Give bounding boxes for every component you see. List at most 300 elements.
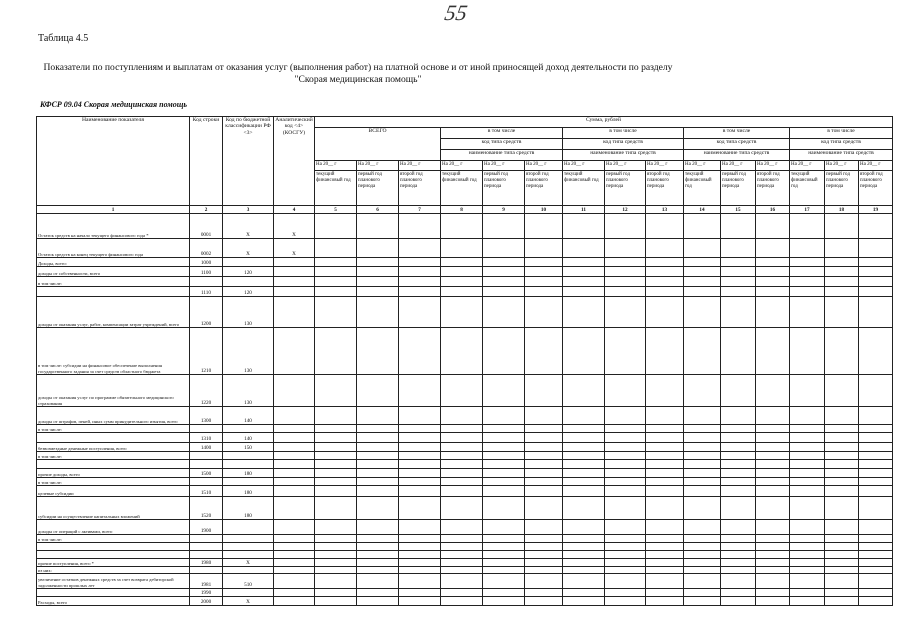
value-cell xyxy=(859,277,893,287)
row-budget-code: 130 xyxy=(223,375,274,407)
value-cell xyxy=(825,486,859,497)
period-label: второй год планового периода xyxy=(860,172,883,189)
table-row xyxy=(37,258,893,267)
row-analytic-code xyxy=(274,597,315,606)
row-name: в том числе: xyxy=(37,425,190,433)
value-cell xyxy=(441,478,483,486)
header-period xyxy=(399,161,441,206)
value-cell xyxy=(825,425,859,433)
value-cell xyxy=(721,452,756,460)
value-cell xyxy=(790,574,825,589)
value-cell xyxy=(357,574,399,589)
period-label: текущий финансовый год xyxy=(442,172,477,183)
value-cell xyxy=(825,589,859,597)
row-name xyxy=(37,460,190,469)
value-cell xyxy=(859,433,893,443)
value-cell xyxy=(684,574,721,589)
column-number: 2 xyxy=(190,206,223,214)
row-budget-code: 180 xyxy=(223,497,274,520)
value-cell xyxy=(483,277,525,287)
value-cell xyxy=(563,443,605,452)
value-cell xyxy=(441,497,483,520)
value-cell xyxy=(525,567,563,574)
table-row xyxy=(37,567,893,574)
value-cell xyxy=(756,486,790,497)
value-cell xyxy=(399,287,441,297)
header-period xyxy=(721,161,756,206)
table-number: Таблица 4.5 xyxy=(38,33,89,44)
value-cell xyxy=(859,452,893,460)
table-row xyxy=(37,375,893,407)
period-year: На 20__ г xyxy=(859,161,892,171)
column-number: 3 xyxy=(223,206,274,214)
value-cell xyxy=(646,589,684,597)
row-code: 1300 xyxy=(190,407,223,425)
value-cell xyxy=(441,258,483,267)
value-cell xyxy=(357,425,399,433)
header-period xyxy=(483,161,525,206)
value-cell xyxy=(563,535,605,543)
period-year: На 20__ г xyxy=(756,161,789,171)
row-name: субсидии на осуществление капитальных вложений xyxy=(37,497,190,520)
value-cell xyxy=(315,469,357,478)
value-cell xyxy=(721,486,756,497)
value-cell xyxy=(684,567,721,574)
value-cell xyxy=(721,559,756,567)
value-cell xyxy=(605,425,646,433)
header-fund-code: код типа средств xyxy=(684,139,790,150)
column-number: 19 xyxy=(859,206,893,214)
value-cell xyxy=(859,535,893,543)
column-number: 9 xyxy=(483,206,525,214)
value-cell xyxy=(646,551,684,559)
value-cell xyxy=(605,559,646,567)
row-code xyxy=(190,452,223,460)
value-cell xyxy=(525,535,563,543)
header-period xyxy=(357,161,399,206)
value-cell xyxy=(399,258,441,267)
value-cell xyxy=(825,559,859,567)
value-cell xyxy=(399,486,441,497)
header-fund-name: наименование типа средств xyxy=(441,150,563,161)
value-cell xyxy=(525,287,563,297)
value-cell xyxy=(563,497,605,520)
row-budget-code: 140 xyxy=(223,433,274,443)
value-cell xyxy=(441,543,483,551)
value-cell xyxy=(525,574,563,589)
row-analytic-code xyxy=(274,589,315,597)
value-cell xyxy=(790,277,825,287)
value-cell xyxy=(721,460,756,469)
header-fund-name: наименование типа средств xyxy=(790,150,893,161)
value-cell xyxy=(721,297,756,328)
row-analytic-code xyxy=(274,567,315,574)
value-cell xyxy=(756,214,790,239)
value-cell xyxy=(756,543,790,551)
value-cell xyxy=(605,543,646,551)
row-analytic-code xyxy=(274,520,315,535)
value-cell xyxy=(315,239,357,258)
value-cell xyxy=(825,287,859,297)
row-name: Доходы, всего: xyxy=(37,258,190,267)
table-row xyxy=(37,214,893,239)
value-cell xyxy=(399,407,441,425)
value-cell xyxy=(859,469,893,478)
value-cell xyxy=(525,551,563,559)
value-cell xyxy=(605,287,646,297)
value-cell xyxy=(483,433,525,443)
value-cell xyxy=(357,214,399,239)
row-analytic-code xyxy=(274,469,315,478)
table-row xyxy=(37,267,893,277)
value-cell xyxy=(825,433,859,443)
row-budget-code xyxy=(223,543,274,551)
header-analytic: Аналитический код <4> (КОСГУ) xyxy=(274,117,315,206)
value-cell xyxy=(483,452,525,460)
period-year: На 20__ г xyxy=(790,161,824,171)
value-cell xyxy=(441,469,483,478)
value-cell xyxy=(646,478,684,486)
value-cell xyxy=(563,559,605,567)
value-cell xyxy=(825,258,859,267)
value-cell xyxy=(790,287,825,297)
value-cell xyxy=(525,543,563,551)
row-budget-code: X xyxy=(223,597,274,606)
value-cell xyxy=(357,443,399,452)
value-cell xyxy=(859,425,893,433)
value-cell xyxy=(646,375,684,407)
value-cell xyxy=(721,214,756,239)
value-cell xyxy=(605,597,646,606)
value-cell xyxy=(357,589,399,597)
column-number: 15 xyxy=(721,206,756,214)
row-budget-code xyxy=(223,452,274,460)
value-cell xyxy=(684,486,721,497)
row-analytic-code xyxy=(274,452,315,460)
value-cell xyxy=(605,258,646,267)
value-cell xyxy=(684,407,721,425)
value-cell xyxy=(315,478,357,486)
period-year: На 20__ г xyxy=(605,161,645,171)
row-analytic-code xyxy=(274,460,315,469)
row-code: 0002 xyxy=(190,239,223,258)
value-cell xyxy=(441,433,483,443)
value-cell xyxy=(756,277,790,287)
value-cell xyxy=(684,328,721,375)
value-cell xyxy=(357,258,399,267)
row-name: доходы от оказания услуг, работ, компенсации затрат учреждений, всего xyxy=(37,297,190,328)
value-cell xyxy=(756,287,790,297)
value-cell xyxy=(399,375,441,407)
value-cell xyxy=(605,443,646,452)
value-cell xyxy=(525,328,563,375)
row-name: Остаток средств на конец текущего финансового года xyxy=(37,239,190,258)
value-cell xyxy=(315,567,357,574)
value-cell xyxy=(399,452,441,460)
value-cell xyxy=(721,239,756,258)
value-cell xyxy=(357,567,399,574)
value-cell xyxy=(684,497,721,520)
value-cell xyxy=(646,267,684,277)
value-cell xyxy=(441,425,483,433)
value-cell xyxy=(859,551,893,559)
value-cell xyxy=(483,486,525,497)
value-cell xyxy=(859,287,893,297)
period-label: первый год планового периода xyxy=(826,172,850,189)
value-cell xyxy=(684,478,721,486)
row-code: 1100 xyxy=(190,267,223,277)
value-cell xyxy=(721,520,756,535)
row-name: в том числе: xyxy=(37,478,190,486)
value-cell xyxy=(315,535,357,543)
value-cell xyxy=(483,469,525,478)
value-cell xyxy=(684,239,721,258)
value-cell xyxy=(357,486,399,497)
row-budget-code: X xyxy=(223,214,274,239)
period-year: На 20__ г xyxy=(563,161,604,171)
row-name: прочие доходы, всего xyxy=(37,469,190,478)
row-name: в том числе: xyxy=(37,535,190,543)
value-cell xyxy=(525,443,563,452)
row-budget-code: 120 xyxy=(223,267,274,277)
value-cell xyxy=(357,551,399,559)
value-cell xyxy=(563,239,605,258)
value-cell xyxy=(605,520,646,535)
header-period xyxy=(605,161,646,206)
value-cell xyxy=(646,486,684,497)
value-cell xyxy=(756,535,790,543)
value-cell xyxy=(859,267,893,277)
value-cell xyxy=(399,567,441,574)
row-name: в том числе: xyxy=(37,277,190,287)
period-label: текущий финансовый год xyxy=(316,172,351,183)
row-name: целевые субсидии xyxy=(37,486,190,497)
value-cell xyxy=(790,551,825,559)
value-cell xyxy=(605,375,646,407)
value-cell xyxy=(684,543,721,551)
column-number: 7 xyxy=(399,206,441,214)
value-cell xyxy=(859,589,893,597)
value-cell xyxy=(483,214,525,239)
row-analytic-code xyxy=(274,433,315,443)
value-cell xyxy=(563,267,605,277)
value-cell xyxy=(399,267,441,277)
table-row xyxy=(37,443,893,452)
table-row xyxy=(37,239,893,258)
value-cell xyxy=(483,589,525,597)
row-budget-code xyxy=(223,589,274,597)
value-cell xyxy=(756,567,790,574)
value-cell xyxy=(721,497,756,520)
value-cell xyxy=(756,597,790,606)
value-cell xyxy=(441,297,483,328)
value-cell xyxy=(825,452,859,460)
value-cell xyxy=(563,375,605,407)
value-cell xyxy=(684,267,721,277)
row-analytic-code xyxy=(274,267,315,277)
value-cell xyxy=(441,520,483,535)
row-code xyxy=(190,478,223,486)
value-cell xyxy=(315,497,357,520)
row-analytic-code xyxy=(274,287,315,297)
period-label: второй год планового периода xyxy=(757,172,780,189)
value-cell xyxy=(790,407,825,425)
value-cell xyxy=(721,469,756,478)
row-budget-code: X xyxy=(223,559,274,567)
column-number: 11 xyxy=(563,206,605,214)
value-cell xyxy=(756,258,790,267)
value-cell xyxy=(756,328,790,375)
row-code: 1400 xyxy=(190,443,223,452)
value-cell xyxy=(756,589,790,597)
value-cell xyxy=(399,597,441,606)
row-name: доходы от оказания услуг по программе обязательного медицинского страхования xyxy=(37,375,190,407)
value-cell xyxy=(684,469,721,478)
value-cell xyxy=(563,328,605,375)
value-cell xyxy=(684,452,721,460)
value-cell xyxy=(315,486,357,497)
value-cell xyxy=(357,597,399,606)
value-cell xyxy=(756,433,790,443)
value-cell xyxy=(859,478,893,486)
value-cell xyxy=(315,425,357,433)
value-cell xyxy=(525,452,563,460)
period-year: На 20__ г xyxy=(441,161,482,171)
value-cell xyxy=(315,267,357,277)
row-analytic-code xyxy=(274,535,315,543)
row-code: 1520 xyxy=(190,497,223,520)
header-sum: Сумма, рублей xyxy=(315,117,893,128)
value-cell xyxy=(646,543,684,551)
value-cell xyxy=(859,239,893,258)
value-cell xyxy=(721,433,756,443)
value-cell xyxy=(483,520,525,535)
value-cell xyxy=(315,375,357,407)
value-cell xyxy=(525,277,563,287)
row-name: в том числе: xyxy=(37,452,190,460)
table-row xyxy=(37,287,893,297)
value-cell xyxy=(525,239,563,258)
value-cell xyxy=(563,551,605,559)
header-period xyxy=(684,161,721,206)
value-cell xyxy=(441,287,483,297)
value-cell xyxy=(684,375,721,407)
row-budget-code: 180 xyxy=(223,469,274,478)
document-title: Показатели по поступлениям и выплатам от оказания услуг (выполнения работ) на платной основе и от иной приносящей доход деятельности по разделу "Скорая медицинская помощь" xyxy=(43,62,673,85)
value-cell xyxy=(483,425,525,433)
value-cell xyxy=(790,425,825,433)
value-cell xyxy=(315,443,357,452)
value-cell xyxy=(646,567,684,574)
value-cell xyxy=(483,535,525,543)
row-budget-code xyxy=(223,520,274,535)
value-cell xyxy=(859,597,893,606)
value-cell xyxy=(790,535,825,543)
value-cell xyxy=(315,258,357,267)
report-table xyxy=(36,116,893,606)
value-cell xyxy=(441,452,483,460)
value-cell xyxy=(441,486,483,497)
row-name: доходы от собственности, всего xyxy=(37,267,190,277)
value-cell xyxy=(605,589,646,597)
value-cell xyxy=(605,486,646,497)
value-cell xyxy=(525,559,563,567)
row-name: прочие поступления, всего * xyxy=(37,559,190,567)
header-period xyxy=(315,161,357,206)
value-cell xyxy=(399,460,441,469)
value-cell xyxy=(315,277,357,287)
column-number: 12 xyxy=(605,206,646,214)
value-cell xyxy=(825,543,859,551)
value-cell xyxy=(483,597,525,606)
row-code: 1981 xyxy=(190,574,223,589)
value-cell xyxy=(441,239,483,258)
row-code xyxy=(190,535,223,543)
value-cell xyxy=(441,574,483,589)
value-cell xyxy=(441,443,483,452)
value-cell xyxy=(399,277,441,287)
value-cell xyxy=(684,597,721,606)
value-cell xyxy=(483,375,525,407)
row-analytic-code: X xyxy=(274,239,315,258)
value-cell xyxy=(756,452,790,460)
value-cell xyxy=(399,433,441,443)
table-row xyxy=(37,486,893,497)
value-cell xyxy=(684,535,721,543)
value-cell xyxy=(721,267,756,277)
value-cell xyxy=(315,543,357,551)
value-cell xyxy=(825,520,859,535)
value-cell xyxy=(563,277,605,287)
value-cell xyxy=(756,297,790,328)
value-cell xyxy=(357,433,399,443)
row-code xyxy=(190,277,223,287)
value-cell xyxy=(399,551,441,559)
row-analytic-code xyxy=(274,551,315,559)
table-row xyxy=(37,559,893,567)
value-cell xyxy=(357,328,399,375)
column-number: 5 xyxy=(315,206,357,214)
value-cell xyxy=(525,469,563,478)
period-label: первый год планового периода xyxy=(484,172,508,189)
period-label: второй год планового периода xyxy=(647,172,670,189)
value-cell xyxy=(525,520,563,535)
row-budget-code xyxy=(223,567,274,574)
value-cell xyxy=(825,214,859,239)
value-cell xyxy=(684,559,721,567)
value-cell xyxy=(684,425,721,433)
row-budget-code xyxy=(223,425,274,433)
value-cell xyxy=(315,520,357,535)
value-cell xyxy=(525,478,563,486)
value-cell xyxy=(721,589,756,597)
row-code xyxy=(190,543,223,551)
value-cell xyxy=(357,497,399,520)
table-row xyxy=(37,452,893,460)
value-cell xyxy=(756,559,790,567)
column-number: 13 xyxy=(646,206,684,214)
header-budget-code: Код по бюджетной классификации РФ <3> xyxy=(223,117,274,206)
value-cell xyxy=(859,559,893,567)
row-analytic-code xyxy=(274,328,315,375)
column-number: 10 xyxy=(525,206,563,214)
table-row xyxy=(37,543,893,551)
value-cell xyxy=(525,497,563,520)
row-code: 1310 xyxy=(190,433,223,443)
value-cell xyxy=(315,460,357,469)
value-cell xyxy=(399,559,441,567)
value-cell xyxy=(684,589,721,597)
